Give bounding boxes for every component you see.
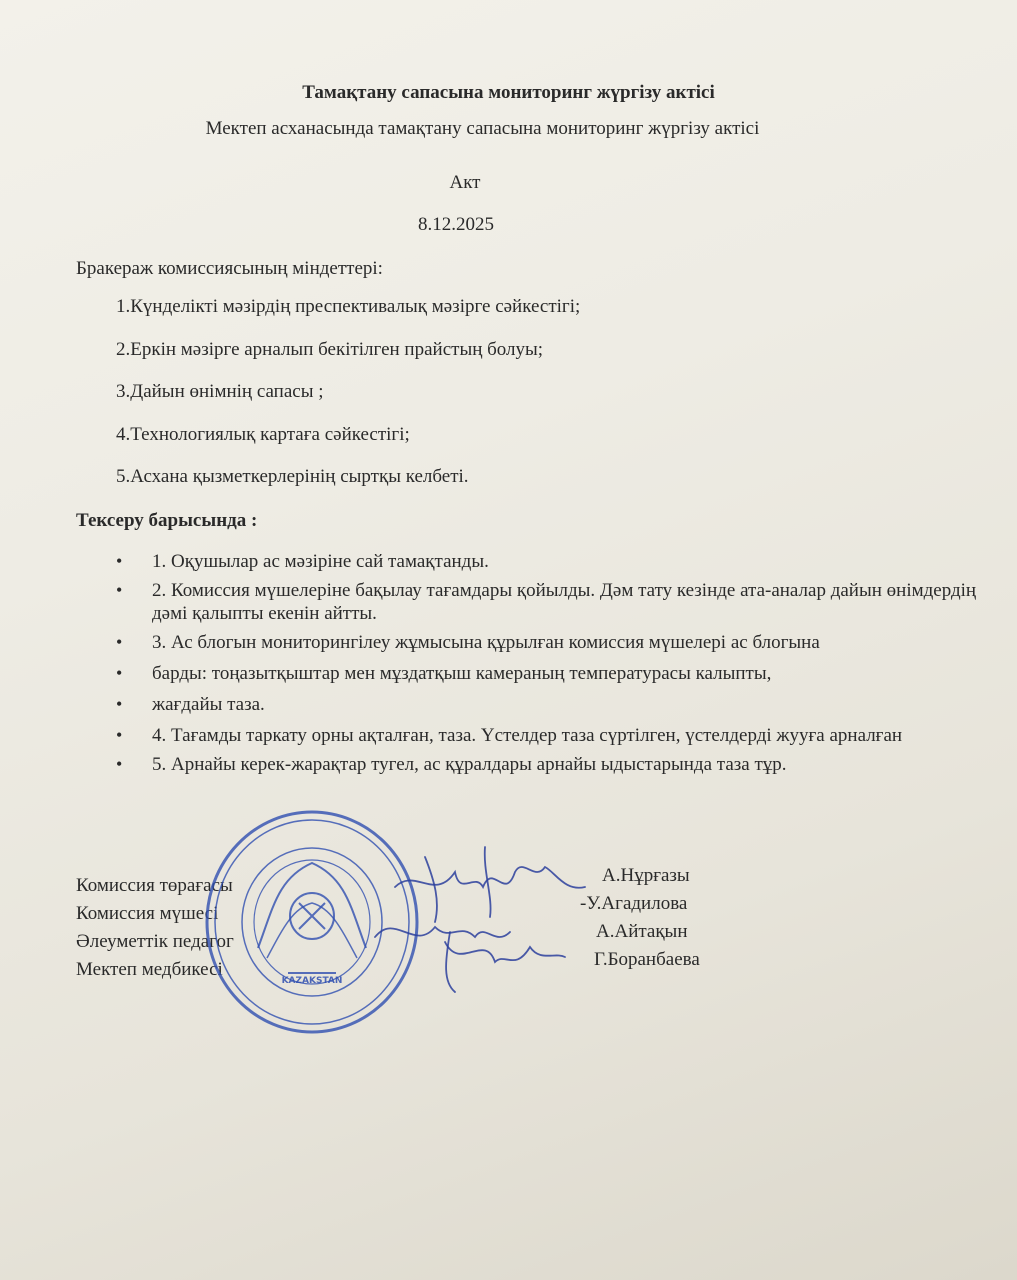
role-member: Комиссия мүшесі xyxy=(76,903,219,924)
duty-item: 3.Дайын өнімнің сапасы ; xyxy=(116,381,324,402)
bullet-icon: • xyxy=(116,694,123,714)
handwritten-signatures xyxy=(365,842,600,1002)
stamp-inner-text: KAZAKSTAN xyxy=(281,976,343,986)
signature-names xyxy=(580,862,700,974)
document-title: Тамақтану сапасына мониторинг жүргізу актісі xyxy=(302,82,715,103)
check-list-item xyxy=(116,753,1016,776)
check-list-item xyxy=(116,579,1016,625)
duties-heading: Бракераж комиссиясының міндеттері: xyxy=(76,258,383,279)
bullet-icon: • xyxy=(116,632,123,652)
check-item-text: 1. Оқушылар ас мәзіріне сай тамақтанды. xyxy=(152,551,489,572)
check-item-text: барды: тоңазытқыштар мен мұздатқыш камераның температурасы калыпты, xyxy=(152,663,772,684)
duty-item: 5.Асхана қызметкерлерінің сыртқы келбеті. xyxy=(116,466,469,487)
bullet-icon: • xyxy=(116,580,123,600)
check-list-item xyxy=(116,693,1016,716)
name-social-pedagogue: А.Айтақын xyxy=(596,921,688,942)
duty-item: 1.Күнделікті мәзірдің преспективалық мәзірге сәйкестігі; xyxy=(116,296,581,317)
check-item-text: 4. Тағамды таркату орны ақталған, таза. Үстелдер таза сүртілген, үстелдерді жууға арналған xyxy=(152,725,903,746)
check-heading: Тексеру барысында : xyxy=(76,510,258,531)
check-list-item xyxy=(116,724,1012,747)
check-item-text: 5. Арнайы керек-жарақтар тугел, ас құралдары арнайы ыдыстарында таза тұр. xyxy=(152,754,787,775)
bullet-icon: • xyxy=(116,551,123,571)
bullet-icon: • xyxy=(116,663,123,683)
duty-item: 2.Еркін мәзірге арналып бекітілген прайстың болуы; xyxy=(116,339,544,360)
name-chair: А.Нұрғазы xyxy=(602,865,690,886)
name-nurse: Г.Боранбаева xyxy=(594,949,700,970)
role-nurse: Мектеп медбикесі xyxy=(76,959,223,980)
check-list xyxy=(116,550,1016,776)
akt-label: Акт xyxy=(449,172,481,193)
check-list-item xyxy=(116,631,1016,654)
check-item-text: 3. Ас блогын мониторингілеу жұмысына құрылған комиссия мүшелері ас блогына xyxy=(152,632,820,653)
role-social-pedagogue: Әлеуметтік педагог xyxy=(76,931,234,952)
check-list-item xyxy=(116,550,1016,573)
duty-item: 4.Технологиялық картаға сәйкестігі; xyxy=(116,424,410,445)
check-list-item xyxy=(116,662,1016,685)
bullet-icon: • xyxy=(116,725,123,745)
bullet-icon: • xyxy=(116,754,123,774)
role-chair: Комиссия төрағасы xyxy=(76,875,233,896)
name-member: -У.Агадилова xyxy=(580,893,688,914)
document-subtitle: Мектеп асханасында тамақтану сапасына мониторинг жүргізу актісі xyxy=(205,118,760,139)
check-item-text: 2. Комиссия мүшелеріне бақылау тағамдары қойылды. Дәм тату кезінде ата-аналар дайын өнімдердің дәмі қалыпты екенін айтты. xyxy=(152,580,977,624)
document-date: 8.12.2025 xyxy=(418,214,494,235)
check-item-text: жағдайы таза. xyxy=(152,694,265,715)
